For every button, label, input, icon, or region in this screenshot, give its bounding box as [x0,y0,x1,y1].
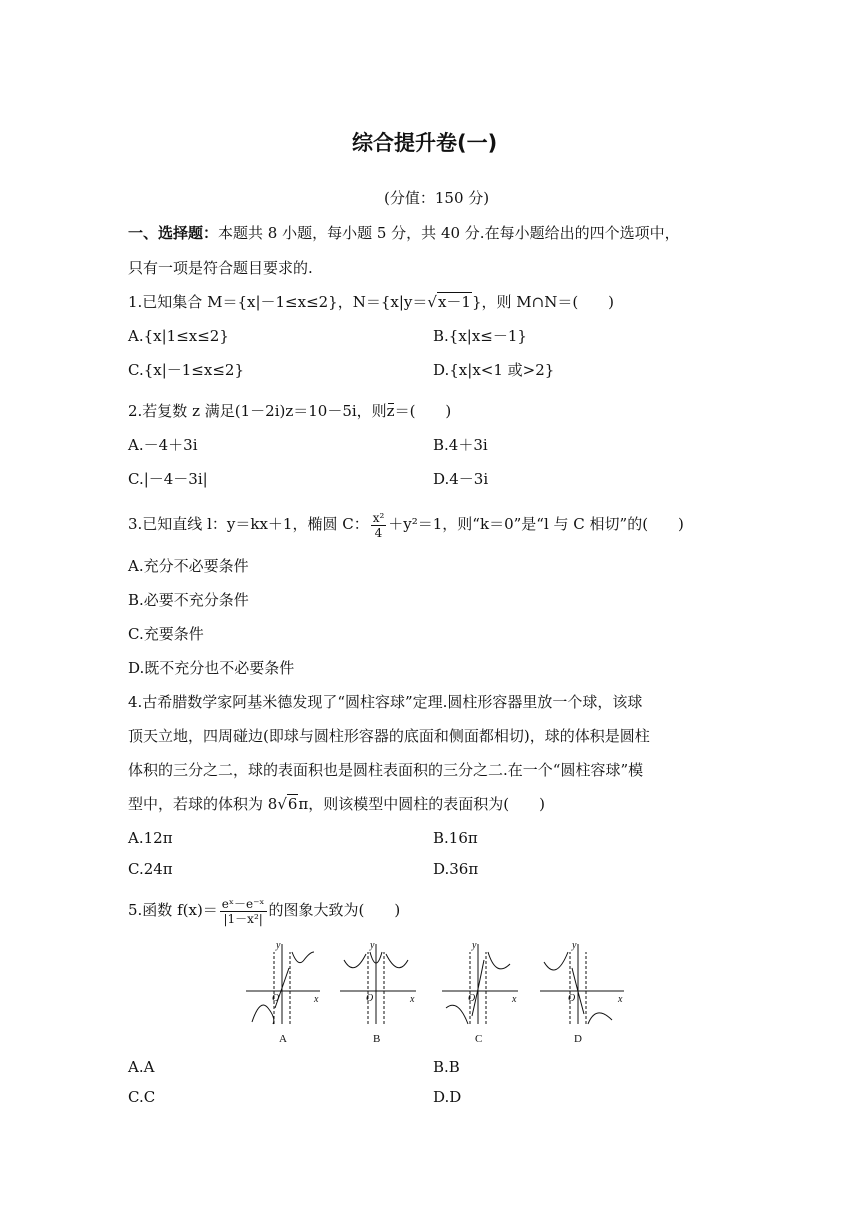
q1-option-b: B.{x|x≤－1} [433,327,527,345]
q2-option-a: A.－4＋3i [128,436,198,454]
q3-option-d: D.既不充分也不必要条件 [128,659,295,677]
graph-a-x-label: x [314,994,319,1005]
graph-c-curves [442,944,518,1024]
question-1: 1.已知集合 M＝{x|－1≤x≤2}，N＝{x|y＝√x－1}，则 M∩N＝( ) [128,293,615,311]
q1-option-a: A.{x|1≤x≤2} [128,327,229,345]
graph-c-caption: C [475,1033,483,1045]
graph-b-y-label: y [370,940,375,951]
graph-a-curves [246,944,320,1024]
q5-option-c: C.C [128,1088,156,1106]
q5-fraction [220,897,267,926]
q4-option-c: C.24π [128,860,173,878]
q5-numerator: eˣ－e⁻ˣ [221,896,265,911]
section-text: 本题共 8 小题，每小题 5 分，共 40 分.在每小题给出的四个选项中， [218,224,680,242]
graph-c-y-label: y [472,940,477,951]
q3-option-b: B.必要不充分条件 [128,591,249,609]
q5-graphs [240,938,640,1050]
section-line-2: 只有一项是符合题目要求的. [128,259,313,277]
q4-line-1: 4.古希腊数学家阿基米德发现了“圆柱容球”定理.圆柱形容器里放一个球，该球 [128,693,643,711]
graph-a-y-label: y [276,940,281,951]
graph-d-x-label: x [618,994,623,1005]
graph-b-curves [340,944,416,1024]
q5-option-d: D.D [433,1088,462,1106]
question-2 [128,401,451,421]
q4-option-d: D.36π [433,860,479,878]
score-note: (分值：150 分) [384,189,490,207]
graph-b-origin: O [366,993,374,1004]
q5-option-b: B.B [433,1058,460,1076]
q2-option-c: C.|－4－3i| [128,470,208,488]
q1-option-c: C.{x|－1≤x≤2} [128,361,244,379]
q4-text-end: π，则该模型中圆柱的表面积为( ) [298,795,545,813]
q2-text: 2.若复数 z 满足(1－2i)z＝10－5i，则 [128,402,387,420]
q1-sqrt: x－1 [437,293,471,311]
q3-text-end: ＋y²＝1，则“k＝0”是“l 与 C 相切”的( ) [388,515,684,533]
q4-line-2: 顶天立地，四周碰边(即球与圆柱形容器的底面和侧面都相切)，球的体积是圆柱 [128,727,650,745]
q5-denominator: |1－x²| [223,911,263,926]
q5-text: 5.函数 f(x)＝ [128,901,218,919]
q3-fraction [371,511,387,540]
graph-b-x-label: x [410,994,415,1005]
q3-option-c: C.充要条件 [128,625,204,643]
q2-zbar: z [386,402,395,420]
q2-option-d: D.4－3i [433,470,489,488]
q3-option-a: A.充分不必要条件 [128,557,249,575]
page-title: 综合提升卷(一) [352,131,498,155]
q4-option-a: A.12π [128,829,173,847]
graph-c-origin: O [468,993,476,1004]
q4-text: 型中，若球的体积为 8 [128,795,278,813]
q1-text: 1.已知集合 M＝{x|－1≤x≤2}，N＝{x|y＝ [128,293,428,311]
q1-option-d: D.{x|x<1 或>2} [433,361,555,379]
question-5 [128,892,400,928]
q3-numerator: x² [372,510,385,525]
q3-denominator: 4 [374,525,383,540]
graph-d-curves [540,944,624,1024]
q4-line-3: 体积的三分之二，球的表面积也是圆柱表面积的三分之二.在一个“圆柱容球”模 [128,761,644,779]
q5-text-end: 的图象大致为( ) [268,901,401,919]
q2-text-end: ＝( ) [394,402,452,420]
graph-c-x-label: x [512,994,517,1005]
graph-a-caption: A [279,1033,287,1045]
question-3 [128,506,684,542]
graph-d-y-label: y [572,940,577,951]
q4-option-b: B.16π [433,829,478,847]
graph-b-caption: B [373,1033,381,1045]
section-head: 一、选择题： [128,224,219,242]
q1-text-end: }，则 M∩N＝( ) [471,293,615,311]
graph-d-caption: D [574,1033,582,1045]
section-line-1 [128,223,680,243]
q3-text: 3.已知直线 l：y＝kx＋1，椭圆 C： [128,515,369,533]
q4-sqrt: 6 [287,795,298,813]
graph-d-origin: O [568,993,576,1004]
graph-a-origin: O [272,993,280,1004]
q2-option-b: B.4＋3i [433,436,488,454]
q5-option-a: A.A [128,1058,155,1076]
q4-line-4: 型中，若球的体积为 8√6π，则该模型中圆柱的表面积为( ) [128,795,545,813]
